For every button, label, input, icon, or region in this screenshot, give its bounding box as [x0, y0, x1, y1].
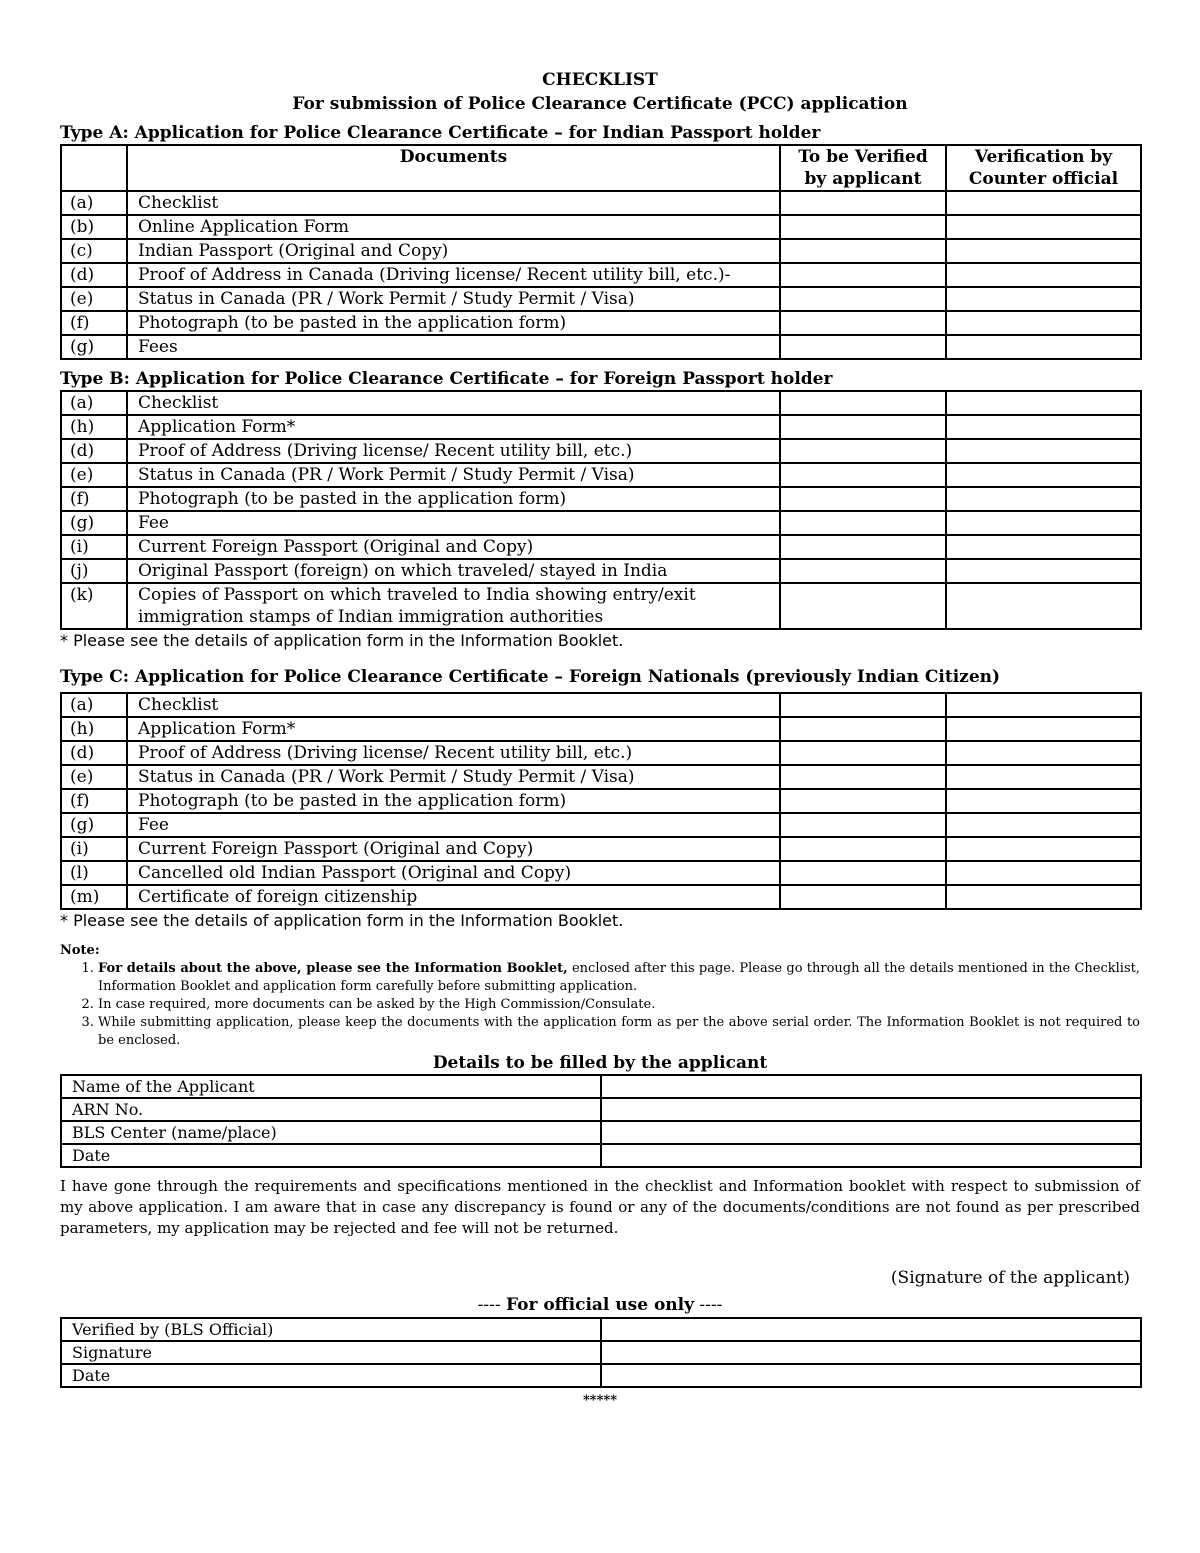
official-verify-cell[interactable]	[946, 263, 1141, 287]
official-verify-cell[interactable]	[946, 789, 1141, 813]
table-row	[61, 535, 1141, 559]
type-b-title: Type B: Application for Police Clearance Certificate – for Foreign Passport holder	[60, 369, 833, 389]
signature-label: (Signature of the applicant)	[890, 1268, 1130, 1288]
item-document: Application Form*	[127, 717, 780, 741]
table-row	[61, 287, 1141, 311]
applicant-verify-cell[interactable]	[780, 789, 946, 813]
item-code: (b)	[61, 215, 127, 239]
official-verify-cell[interactable]	[946, 311, 1141, 335]
item-document: Status in Canada (PR / Work Permit / Study Permit / Visa)	[127, 463, 780, 487]
official-verify-cell[interactable]	[946, 439, 1141, 463]
official-verify-cell[interactable]	[946, 693, 1141, 717]
official-verify-cell[interactable]	[946, 717, 1141, 741]
applicant-verify-cell[interactable]	[780, 559, 946, 583]
applicant-verify-cell[interactable]	[780, 693, 946, 717]
table-row	[61, 1075, 1141, 1098]
official-verify-cell[interactable]	[946, 861, 1141, 885]
table-row	[61, 335, 1141, 359]
applicant-field-value[interactable]	[601, 1121, 1141, 1144]
item-code: (f)	[61, 311, 127, 335]
table-row	[61, 583, 1141, 629]
end-mark: *****	[583, 1393, 617, 1408]
item-document: Proof of Address (Driving license/ Recent utility bill, etc.)	[127, 439, 780, 463]
type-b-rows	[61, 391, 1141, 629]
official-verify-cell[interactable]	[946, 837, 1141, 861]
item-code: (i)	[61, 837, 127, 861]
item-document: Application Form*	[127, 415, 780, 439]
note-item-1-text: enclosed after this page. Please go through all the details mentioned in the Checklist, Information Booklet and application form carefully before submitting application.	[98, 961, 1140, 994]
item-code: (g)	[61, 511, 127, 535]
item-document: Indian Passport (Original and Copy)	[127, 239, 780, 263]
applicant-details-rows	[61, 1075, 1141, 1167]
type-c-rows	[61, 693, 1141, 909]
table-row	[61, 741, 1141, 765]
verification-by-official-header: Verification by Counter official	[946, 145, 1141, 191]
declaration-text: I have gone through the requirements and specifications mentioned in the checklist and Information booklet with respect to submission of my above application. I am aware that in case any discrepancy is found or any of the documents/conditions are not found as per prescribed parameters, my application may be rejected and fee will not be returned.	[60, 1177, 1140, 1237]
table-header-row	[61, 145, 1141, 191]
item-code: (l)	[61, 861, 127, 885]
official-field-value[interactable]	[601, 1341, 1141, 1364]
documents-header: Documents	[127, 145, 780, 191]
official-verify-cell[interactable]	[946, 885, 1141, 909]
note-item-3: 3. While submitting application, please keep the documents with the application form as per the above serial order. The Information Booklet is not required to be enclosed.	[98, 1014, 1140, 1050]
type-a-title: Type A: Application for Police Clearance Certificate – for Indian Passport holder	[60, 123, 821, 143]
table-row	[61, 239, 1141, 263]
official-verify-cell[interactable]	[946, 335, 1141, 359]
applicant-verify-cell[interactable]	[780, 335, 946, 359]
official-verify-cell[interactable]	[946, 463, 1141, 487]
item-document: Certificate of foreign citizenship	[127, 885, 780, 909]
official-use-title: For official use only	[505, 1295, 694, 1315]
item-code: (f)	[61, 487, 127, 511]
verified-by-applicant-header: To be Verified by applicant	[780, 145, 946, 191]
item-document: Checklist	[127, 191, 780, 215]
table-row	[61, 463, 1141, 487]
applicant-verify-cell[interactable]	[780, 439, 946, 463]
applicant-verify-cell[interactable]	[780, 535, 946, 559]
notes-list	[60, 960, 1140, 1050]
item-code: (h)	[61, 415, 127, 439]
table-row	[61, 1144, 1141, 1167]
official-use-heading	[60, 1293, 1140, 1317]
item-document: Current Foreign Passport (Original and Copy)	[127, 535, 780, 559]
type-b-table	[60, 390, 1142, 630]
item-code: (e)	[61, 765, 127, 789]
item-document: Fees	[127, 335, 780, 359]
applicant-verify-cell[interactable]	[780, 511, 946, 535]
item-document: Current Foreign Passport (Original and Copy)	[127, 837, 780, 861]
applicant-verify-cell[interactable]	[780, 311, 946, 335]
item-document: Cancelled old Indian Passport (Original and Copy)	[127, 861, 780, 885]
applicant-field-value[interactable]	[601, 1075, 1141, 1098]
table-row	[61, 1121, 1141, 1144]
table-row	[61, 191, 1141, 215]
applicant-verify-cell[interactable]	[780, 861, 946, 885]
item-code: (e)	[61, 287, 127, 311]
type-c-title: Type C: Application for Police Clearance Certificate – Foreign Nationals (previously Indian Citizen)	[60, 667, 1001, 687]
type-b-footnote: * Please see the details of application form in the Information Booklet.	[60, 631, 624, 650]
type-a-table	[60, 144, 1142, 360]
table-row	[61, 559, 1141, 583]
applicant-field-label: Name of the Applicant	[61, 1075, 601, 1098]
table-row	[61, 717, 1141, 741]
applicant-verify-cell[interactable]	[780, 391, 946, 415]
code-header	[61, 145, 127, 191]
item-code: (g)	[61, 813, 127, 837]
item-code: (a)	[61, 391, 127, 415]
official-verify-cell[interactable]	[946, 239, 1141, 263]
applicant-verify-cell[interactable]	[780, 837, 946, 861]
item-code: (c)	[61, 239, 127, 263]
applicant-verify-cell[interactable]	[780, 813, 946, 837]
applicant-field-value[interactable]	[601, 1144, 1141, 1167]
applicant-verify-cell[interactable]	[780, 215, 946, 239]
table-row	[61, 511, 1141, 535]
applicant-verify-cell[interactable]	[780, 287, 946, 311]
item-document: Status in Canada (PR / Work Permit / Study Permit / Visa)	[127, 765, 780, 789]
table-row	[61, 693, 1141, 717]
table-row	[61, 415, 1141, 439]
item-document: Online Application Form	[127, 215, 780, 239]
applicant-verify-cell[interactable]	[780, 239, 946, 263]
item-document: Fee	[127, 511, 780, 535]
official-field-value[interactable]	[601, 1318, 1141, 1341]
item-document: Copies of Passport on which traveled to India showing entry/exit immigration stamps of Indian immigration authorities	[127, 583, 780, 629]
official-verify-cell[interactable]	[946, 511, 1141, 535]
table-row	[61, 837, 1141, 861]
official-verify-cell[interactable]	[946, 391, 1141, 415]
item-document: Checklist	[127, 391, 780, 415]
official-dashes-left: ----	[477, 1295, 501, 1315]
applicant-verify-cell[interactable]	[780, 583, 946, 629]
table-row	[61, 215, 1141, 239]
table-row	[61, 765, 1141, 789]
page-title: CHECKLIST	[542, 70, 658, 90]
official-verify-cell[interactable]	[946, 215, 1141, 239]
item-code: (g)	[61, 335, 127, 359]
applicant-field-label: ARN No.	[61, 1098, 601, 1121]
type-c-table	[60, 692, 1142, 910]
item-code: (m)	[61, 885, 127, 909]
applicant-verify-cell[interactable]	[780, 191, 946, 215]
applicant-details-table	[60, 1074, 1142, 1168]
official-use-table	[60, 1317, 1142, 1388]
official-verify-cell[interactable]	[946, 415, 1141, 439]
table-row	[61, 1318, 1141, 1341]
item-code: (a)	[61, 191, 127, 215]
applicant-verify-cell[interactable]	[780, 741, 946, 765]
official-dashes-right: ----	[699, 1295, 723, 1315]
official-verify-cell[interactable]	[946, 191, 1141, 215]
table-row	[61, 1098, 1141, 1121]
official-verify-cell[interactable]	[946, 583, 1141, 629]
applicant-field-value[interactable]	[601, 1098, 1141, 1121]
note-item-1	[98, 960, 1140, 996]
item-document: Fee	[127, 813, 780, 837]
item-code: (f)	[61, 789, 127, 813]
note-heading: Note:	[60, 943, 100, 958]
applicant-verify-cell[interactable]	[780, 263, 946, 287]
applicant-verify-cell[interactable]	[780, 487, 946, 511]
applicant-field-label: BLS Center (name/place)	[61, 1121, 601, 1144]
table-row	[61, 391, 1141, 415]
table-row	[61, 263, 1141, 287]
applicant-verify-cell[interactable]	[780, 463, 946, 487]
item-code: (k)	[61, 583, 127, 629]
item-code: (i)	[61, 535, 127, 559]
official-field-label: Verified by (BLS Official)	[61, 1318, 601, 1341]
table-row	[61, 1341, 1141, 1364]
item-code: (h)	[61, 717, 127, 741]
item-code: (e)	[61, 463, 127, 487]
note-item-2: 2. In case required, more documents can be asked by the High Commission/Consulate.	[98, 996, 1140, 1014]
official-verify-cell[interactable]	[946, 535, 1141, 559]
item-document: Photograph (to be pasted in the application form)	[127, 311, 780, 335]
official-verify-cell[interactable]	[946, 487, 1141, 511]
table-row	[61, 439, 1141, 463]
applicant-verify-cell[interactable]	[780, 415, 946, 439]
item-document: Photograph (to be pasted in the application form)	[127, 789, 780, 813]
official-verify-cell[interactable]	[946, 741, 1141, 765]
table-row	[61, 1364, 1141, 1387]
checklist-page	[60, 68, 1140, 1410]
official-field-label: Signature	[61, 1341, 601, 1364]
note-item-1-bold: For details about the above, please see the Information Booklet,	[98, 961, 568, 976]
table-row	[61, 861, 1141, 885]
table-row	[61, 885, 1141, 909]
official-use-rows	[61, 1318, 1141, 1387]
table-row	[61, 813, 1141, 837]
applicant-verify-cell[interactable]	[780, 885, 946, 909]
applicant-verify-cell[interactable]	[780, 717, 946, 741]
official-field-label: Date	[61, 1364, 601, 1387]
item-code: (j)	[61, 559, 127, 583]
type-a-rows	[61, 191, 1141, 359]
item-document: Checklist	[127, 693, 780, 717]
table-row	[61, 789, 1141, 813]
item-code: (d)	[61, 263, 127, 287]
official-verify-cell[interactable]	[946, 559, 1141, 583]
item-document: Original Passport (foreign) on which traveled/ stayed in India	[127, 559, 780, 583]
item-code: (d)	[61, 439, 127, 463]
item-code: (a)	[61, 693, 127, 717]
applicant-verify-cell[interactable]	[780, 765, 946, 789]
item-document: Photograph (to be pasted in the application form)	[127, 487, 780, 511]
item-document: Proof of Address in Canada (Driving license/ Recent utility bill, etc.)-	[127, 263, 780, 287]
official-verify-cell[interactable]	[946, 765, 1141, 789]
item-code: (d)	[61, 741, 127, 765]
type-c-footnote: * Please see the details of application form in the Information Booklet.	[60, 911, 624, 930]
official-verify-cell[interactable]	[946, 813, 1141, 837]
table-row	[61, 311, 1141, 335]
applicant-field-label: Date	[61, 1144, 601, 1167]
official-verify-cell[interactable]	[946, 287, 1141, 311]
table-row	[61, 487, 1141, 511]
applicant-details-heading: Details to be filled by the applicant	[432, 1053, 768, 1073]
item-document: Status in Canada (PR / Work Permit / Study Permit / Visa)	[127, 287, 780, 311]
page-subtitle: For submission of Police Clearance Certificate (PCC) application	[292, 94, 908, 114]
official-field-value[interactable]	[601, 1364, 1141, 1387]
item-document: Proof of Address (Driving license/ Recent utility bill, etc.)	[127, 741, 780, 765]
